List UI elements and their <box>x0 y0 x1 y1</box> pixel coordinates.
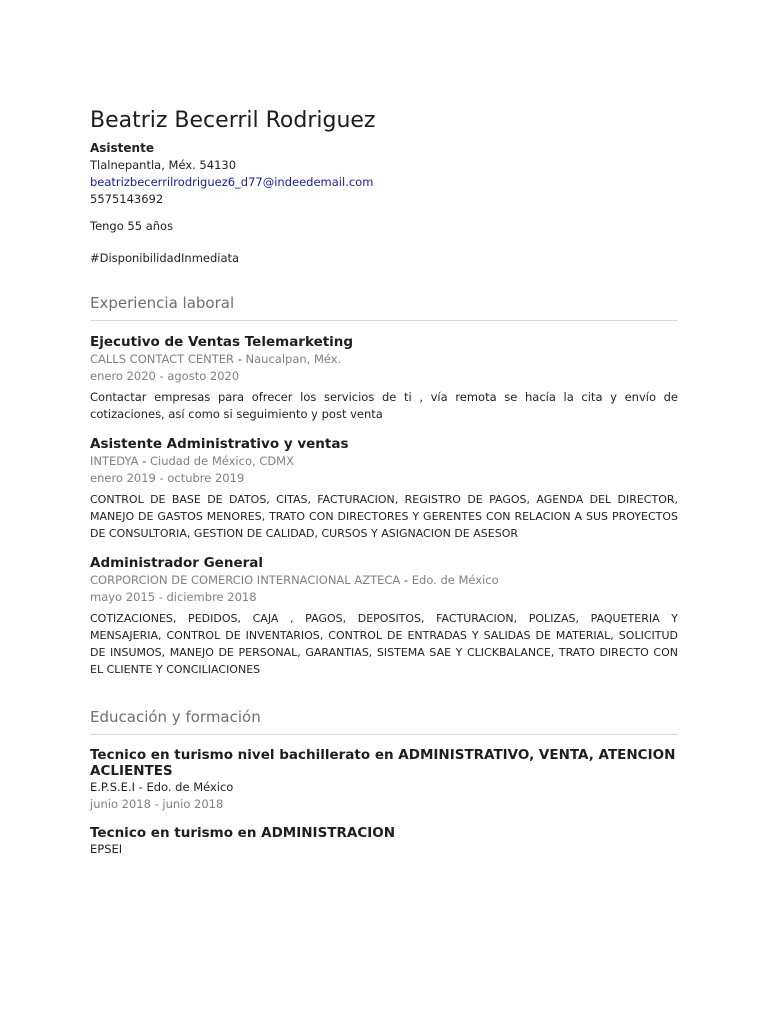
candidate-phone: 5575143692 <box>90 192 164 206</box>
job-company: INTEDYA <box>90 454 139 468</box>
education-entry <box>90 825 678 858</box>
job-company: CORPORCION DE COMERCIO INTERNACIONAL AZTECA <box>90 573 401 587</box>
job-dates: enero 2020 - agosto 2020 <box>90 369 240 383</box>
candidate-role: Asistente <box>90 141 154 155</box>
job-description: COTIZACIONES, PEDIDOS, CAJA , PAGOS, DEPOSITOS, FACTURACION, POLIZAS, PAQUETERIA Y MENSAJERIA, CONTROL DE INVENTARIOS, CONTROL DE ENTRADAS Y SALIDAS DE MATERIAL, SOLICITUD DE INSUMOS, MANEJO DE PERSONAL, GARANTIAS, SISTEMA SAE Y CLICKBALANCE, TRATO DIRECTO CON EL CLIENTE Y CONCILIACIONES <box>90 612 678 676</box>
candidate-location: Tlalnepantla, Méx. 54130 <box>90 158 237 172</box>
job-company-line <box>90 572 678 589</box>
education-title: Tecnico en turismo nivel bachillerato en ADMINISTRATIVO, VENTA, ATENCION ACLIENTES <box>90 747 676 779</box>
job-title: Asistente Administrativo y ventas <box>90 436 349 452</box>
education-entry <box>90 747 678 813</box>
job-entry <box>90 554 678 678</box>
candidate-email-link[interactable]: beatrizbecerrilrodriguez6_d77@indeedemail.com <box>90 175 374 189</box>
job-description: Contactar empresas para ofrecer los servicios de ti , vía remota se hacía la cita y envío de cotizaciones, así como si seguimiento y post venta <box>90 390 678 421</box>
job-company-line <box>90 351 678 368</box>
job-title: Ejecutivo de Ventas Telemarketing <box>90 334 354 350</box>
education-school: E.P.S.E.I - Edo. de México <box>90 780 234 794</box>
education-section-title: Educación y formación <box>90 706 678 735</box>
job-separator: - <box>400 573 412 587</box>
job-separator: - <box>234 352 246 366</box>
education-school: EPSEI <box>90 842 123 856</box>
job-separator: - <box>138 454 150 468</box>
candidate-hashtag: #DisponibilidadInmediata <box>90 251 240 265</box>
candidate-name: Beatriz Becerril Rodriguez <box>90 108 376 133</box>
job-company: CALLS CONTACT CENTER <box>90 352 235 366</box>
job-title: Administrador General <box>90 555 263 571</box>
candidate-age: Tengo 55 años <box>90 219 174 233</box>
job-location: Naucalpan, Méx. <box>245 352 342 366</box>
job-dates: mayo 2015 - diciembre 2018 <box>90 590 257 604</box>
job-location: Ciudad de México, CDMX <box>149 454 294 468</box>
job-description: CONTROL DE BASE DE DATOS, CITAS, FACTURACION, REGISTRO DE PAGOS, AGENDA DEL DIRECTOR, MANEJO DE GASTOS MENORES, TRATO CON DIRECTORES Y GERENTES CON RELACION A SUS PROYECTOS DE CONSULTORIA, GESTION DE CALIDAD, CURSOS Y ASIGNACION DE ASESOR <box>90 493 678 540</box>
experience-section-title: Experiencia laboral <box>90 292 678 321</box>
job-entry <box>90 435 678 542</box>
education-dates: junio 2018 - junio 2018 <box>90 797 224 811</box>
job-company-line <box>90 453 678 470</box>
job-entry <box>90 333 678 423</box>
job-dates: enero 2019 - octubre 2019 <box>90 471 245 485</box>
job-location: Edo. de México <box>411 573 499 587</box>
education-title: Tecnico en turismo en ADMINISTRACION <box>90 825 396 841</box>
resume-content <box>90 106 678 858</box>
